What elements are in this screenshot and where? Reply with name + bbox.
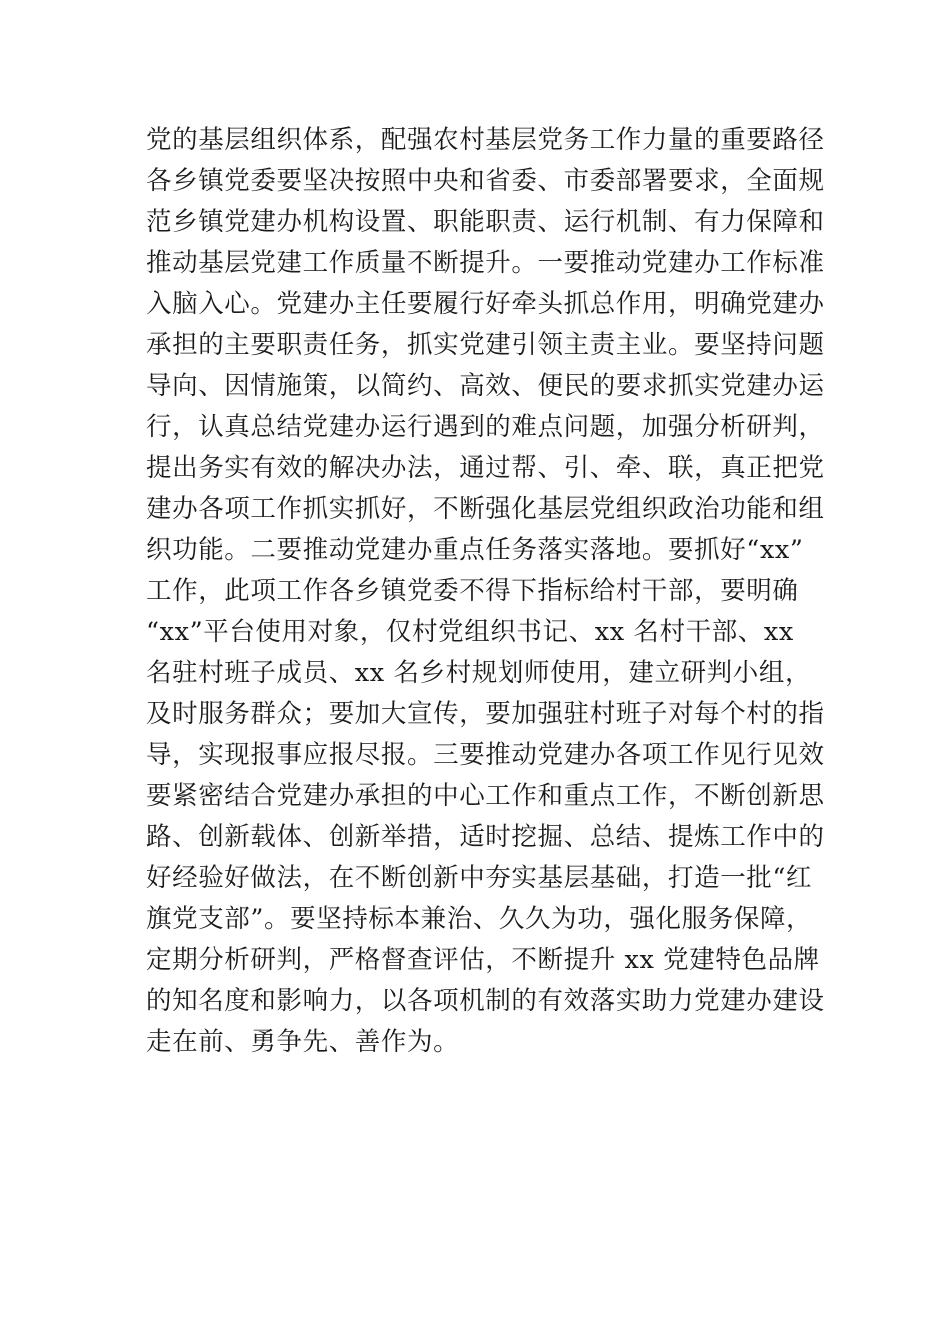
text-line: 行，认真总结党建办运行遇到的难点问题，加强分析研判，: [146, 412, 825, 442]
text-line: 定期分析研判，严格督查评估，不断提升 xx 党建特色品牌: [146, 945, 820, 975]
text-line: 导，实现报事应报尽报。三要推动党建办各项工作见行见效: [146, 740, 825, 770]
text-line: 旗党支部”。要坚持标本兼治、久久为功，强化服务保障，: [146, 904, 813, 934]
text-line: 范乡镇党建办机构设置、职能职责、运行机制、有力保障和: [146, 207, 825, 237]
text-line: 及时服务群众；要加大宣传，要加强驻村班子对每个村的指: [146, 699, 825, 729]
text-line: 承担的主要职责任务，抓实党建引领主责主业。要坚持问题: [146, 330, 825, 360]
text-line: 的知名度和影响力，以各项机制的有效落实助力党建办建设: [146, 986, 825, 1016]
text-line: 入脑入心。党建办主任要履行好牵头抓总作用，明确党建办: [146, 289, 825, 319]
text-line: 路、创新载体、创新举措，适时挖掘、总结、提炼工作中的: [146, 822, 825, 852]
text-line: 好经验好做法，在不断创新中夯实基层基础，打造一批“红: [146, 863, 813, 893]
text-line: 名驻村班子成员、xx 名乡村规划师使用，建立研判小组，: [146, 658, 812, 688]
text-line: 走在前、勇争先、善作为。: [146, 1027, 460, 1057]
text-line: 党的基层组织体系，配强农村基层党务工作力量的重要路径: [146, 125, 825, 155]
text-line: “xx”平台使用对象，仅村党组织书记、xx 名村干部、xx: [146, 617, 794, 647]
text-line: 各乡镇党委要坚决按照中央和省委、市委部署要求，全面规: [146, 166, 825, 196]
body-paragraph: [146, 120, 826, 1063]
text-line: 要紧密结合党建办承担的中心工作和重点工作，不断创新思: [146, 781, 825, 811]
text-line: 导向、因情施策，以简约、高效、便民的要求抓实党建办运: [146, 371, 825, 401]
text-line: 织功能。二要推动党建办重点任务落实落地。要抓好“xx”: [146, 535, 804, 565]
text-line: 建办各项工作抓实抓好，不断强化基层党组织政治功能和组: [146, 494, 825, 524]
text-line: 推动基层党建工作质量不断提升。一要推动党建办工作标准: [146, 248, 825, 278]
text-line: 提出务实有效的解决办法，通过帮、引、牵、联，真正把党: [146, 453, 825, 483]
text-line: 工作，此项工作各乡镇党委不得下指标给村干部，要明确: [146, 576, 799, 606]
